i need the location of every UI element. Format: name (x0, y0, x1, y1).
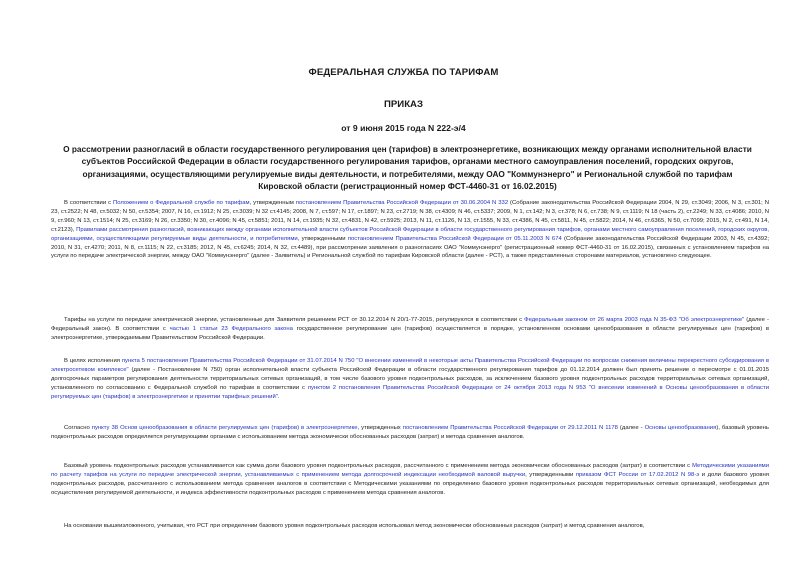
paragraph-text: , утвержденным (249, 200, 296, 206)
paragraph-2 (51, 316, 769, 343)
paragraph-text: (Собрание законодательства Российской Федерации 2004, N 29, ст.3049; 2006, N 3, ст.301; N 23, ст.2522; N 48, ст.5032; N 50, ст.5354; 2007, N 16, ст.1912; N 25, ст.3039; N 32 ст.4145; 2008, N 7, ст.597; N 17, ст.1897; N 23, ст.2719; N 38, ст.4309; N 46, ст.5337; 2009, N 1, ст.142; N 3, ст.378; N 6, ст.738; N 9, ст.1119; N 18 (часть 2), ст.2249; N 33, ст.4086; 2010, N 9, ст.960; N 13, ст.1514; N 25, ст.3169; N 26, ст.3350; N 30, ст.4096; N 45, ст.5851; 2011, N 14, ст.1935; N 32, ст.4831, N 42, ст.5925; 2013, N 11, ст.1126, N 13, ст.1555, N 33, ст.4386, N 45, ст.5811, N 45, ст.5822; 2014, N 46, ст.6365, N 50, ст.7099; 2015, N 2, ст.491, N 14, ст.2123), (51, 200, 769, 233)
issuing-authority: ФЕДЕРАЛЬНАЯ СЛУЖБА ПО ТАРИФАМ (308, 67, 499, 78)
link-pricing-basics[interactable]: Основы ценообразования (644, 425, 717, 431)
link-regulation-fst[interactable]: Положением о Федеральной службе по тарифам (113, 200, 250, 206)
paragraph-text: Тарифы на услуги по передаче электрической энергии, установленные для Заявителя решением РСТ от 30.12.2014 N 20/1-77-2015, регулируются в соответствии с (64, 317, 525, 323)
link-methodical-guidelines[interactable]: Методическими указаниями по расчету тарифов на услуги по передаче электрической энергии, устанавливаемых с применением метода долгосрочной индексации необходимой валовой выручки (51, 463, 770, 478)
link-resolution-1178[interactable]: постановлением Правительства Российской Федерации от 29.12.2011 N 1178 (402, 425, 618, 431)
paragraph-text: , утвержденных (357, 425, 403, 431)
link-resolution-750[interactable]: пункта 5 постановления Правительства Российской Федерации от 31.07.2014 N 750 "О внесении изменений в некоторые акты Правительства Российской Федерации по вопросам снижения величины перекрестного субсидирования в электросетевом комплексе" (51, 358, 770, 373)
link-resolution-674[interactable]: постановлением Правительства Российской Федерации от 05.11.2003 N 674 (347, 235, 562, 242)
paragraph-text: государственное регулирование цен (тарифов) осуществляется в порядке, установленном основами ценообразования в области регулируемых цен (тарифов) в электроэнергетике, утверждаемыми Правительством Российской Федерации. (51, 325, 769, 341)
link-federal-law-35[interactable]: Федеральным законом от 26 марта 2003 года N 35-ФЗ "Об электроэнергетике" (524, 317, 745, 323)
paragraph-text: В целях исполнения (64, 358, 122, 364)
paragraph-6 (51, 522, 769, 531)
document-subject: О рассмотрении разногласий в области государственного регулирования цен (тарифов) в электроэнергетике, возникающих между органами исполнительной власти субъектов Российской Федерации в области государственного регулирования тарифов, органами местного самоуправления поселений, городских округов, организациями, осуществляющими регулируемые виды деятельности, и потребителями, между ОАО "Коммунэнерго" и Региональной службой по тарифам Кировской области (регистрационный номер ФСТ-4460-31 от 16.02.2015) (63, 144, 752, 191)
paragraph-text: Базовый уровень подконтрольных расходов устанавливается как сумма доли базового уровня подконтрольных расходов, рассчитанного с применением метода экономически обоснованных расходов (затрат) в соответствии с (64, 463, 693, 469)
paragraph-text: и доли базового уровня подконтрольных расходов, рассчитанного с использованием метода сравнения аналогов в соответствии с Методическими указаниями по определению базового уровня подконтрольных расходов территориальных сетевых организаций, необходимых для осуществления регулируемой деятельности, и индекса эффективности подконтрольных расходов с применением метода сравнения аналогов. (51, 471, 769, 496)
paragraph-5 (51, 462, 769, 498)
paragraph-text: На основании вышеизложенного, учитывая, что РСТ при определении базового уровня подконтрольных расходов использовал метод экономически обоснованных расходов (затрат) и метод сравнения аналогов, (64, 523, 645, 529)
paragraph-text: Согласно (64, 425, 92, 431)
paragraph-text: . (277, 393, 280, 400)
link-order-98e[interactable]: приказом ФСТ России от 17.02.2012 N 98-э (575, 471, 700, 478)
link-pricing-basics-clause-38[interactable]: пункту 38 Основ ценообразования в области регулируемых цен (тарифов) в электроэнергетике (91, 425, 358, 431)
paragraph-text: (Собрание законодательства Российской Федерации 2003, N 45, ст.4392; 2010, N 31, ст.4270; 2011, N 8, ст.1115; N 22, ст.3185; 2012, N 45, ст.6245; 2014, N 32, ст.4489), при рассмотрении заявления о разногласиях ОАО "Коммунэнерго" (регистрационный номер ФСТ-4460-31 от 16.02.2015), связанных с установлением тарифов на услуги по передаче электрической энергии, между ОАО "Коммунэнерго" (далее - Заявитель) и Региональной службой по тарифам Кировской области (далее - РСТ), а также представленных сторонами материалов, установлено следующее. (51, 235, 769, 260)
paragraph-text: , утвержденными (525, 471, 576, 478)
paragraph-1 (51, 199, 769, 261)
paragraph-text: ), базовый уровень подконтрольных расходов определяется регулирующими органами с использованием метода экономически обоснованных расходов (затрат) и метода сравнения аналогов. (51, 425, 769, 440)
paragraph-text: (далее - (617, 425, 645, 431)
paragraph-text: , утвержденными (297, 235, 348, 242)
document-kind: ПРИКАЗ (384, 99, 423, 110)
paragraph-4 (51, 424, 769, 442)
paragraph-text: (далее - Постановление N 750) орган исполнительной власти субъекта Российской Федерации в области государственного регулирования тарифов до 01.12.2014 должен был принять решение о пересмотре с 01.01.2015 долгосрочных параметров регулирования деятельности территориальных сетевых организаций, в том числе базового уровня подконтрольных расходов, за исключением базового уровня подконтрольных расходов территориальных сетевых организаций, установленного по согласованию с Федеральной службой по тарифам в соответствии с (51, 366, 769, 391)
paragraph-3 (51, 357, 769, 402)
paragraph-text: (далее - Федеральный закон). В соответствии с (51, 317, 769, 332)
document-date-number: от 9 июня 2015 года N 222-э/4 (341, 123, 466, 133)
link-article-23[interactable]: частью 1 статьи 23 Федерального закона (169, 325, 293, 332)
link-disputes-rules[interactable]: Правилами рассмотрения разногласий, возникающих между органами исполнительной власти субъектов Российской Федерации в области государственного регулирования тарифов, органами местного самоуправления поселений, городских округов, организациями, осуществляющими регулируемые виды деятельности, и потребителями (51, 226, 770, 242)
link-resolution-953[interactable]: пунктом 2 постановления Правительства Российской Федерации от 24 октября 2013 года N 953 "О внесении изменений в Основы ценообразования в области регулируемых цен (тарифов) в электроэнергетике и принятии тарифных решений" (51, 384, 769, 400)
paragraph-text: В соответствии с (64, 200, 113, 206)
link-resolution-332[interactable]: постановлением Правительства Российской Федерации от 30.06.2004 N 332 (295, 200, 509, 206)
